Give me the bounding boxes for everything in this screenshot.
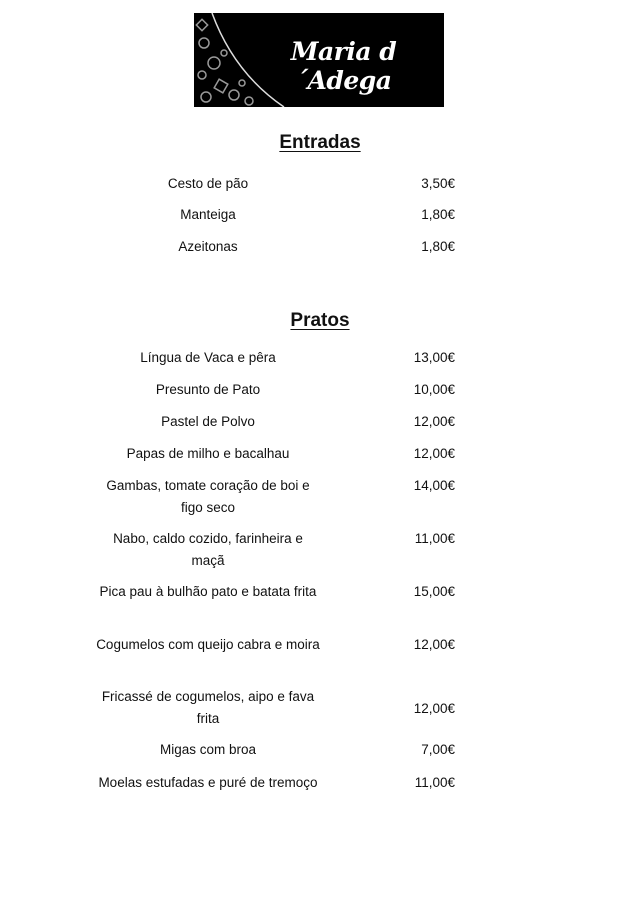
item-name: Cogumelos com queijo cabra e moira: [96, 637, 320, 652]
item-price: 1,80€: [421, 239, 455, 254]
item-price: 13,00€: [413, 350, 455, 365]
item-price: 1,80€: [421, 207, 455, 222]
item-price: 14,00€: [413, 478, 455, 493]
item-price: 12,00€: [413, 701, 455, 716]
item-price: 12,00€: [413, 637, 455, 652]
section-title-entradas: Entradas: [279, 132, 361, 153]
item-price: 12,00€: [413, 414, 455, 429]
item-name: Manteiga: [180, 207, 236, 222]
item-name: Cesto de pão: [167, 176, 249, 191]
item-price: 3,50€: [421, 176, 455, 191]
item-name: Migas com broa: [159, 742, 257, 757]
item-name: Nabo, caldo cozido, farinheira e maçã: [113, 531, 303, 568]
item-name: Fricassé de cogumelos, aipo e fava frita: [101, 689, 315, 726]
logo-text: Maria d´Adega: [290, 37, 397, 95]
item-price: 10,00€: [413, 382, 455, 397]
item-price: 11,00€: [414, 531, 455, 546]
item-name: Presunto de Pato: [155, 382, 261, 397]
item-price: 7,00€: [421, 742, 455, 757]
item-name: Papas de milho e bacalhau: [126, 446, 290, 461]
restaurant-logo: [194, 13, 444, 107]
item-name: Gambas, tomate coração de boi e figo seco: [106, 478, 310, 515]
item-price: 11,00€: [414, 775, 455, 790]
item-price: 15,00€: [413, 584, 455, 599]
item-name: Moelas estufadas e puré de tremoço: [98, 775, 318, 790]
item-price: 12,00€: [413, 446, 455, 461]
item-name: Língua de Vaca e pêra: [140, 350, 276, 365]
item-name: Azeitonas: [178, 239, 238, 254]
section-title-pratos: Pratos: [290, 310, 350, 331]
item-name: Pica pau à bulhão pato e batata frita: [99, 584, 317, 599]
item-name: Pastel de Polvo: [161, 414, 255, 429]
